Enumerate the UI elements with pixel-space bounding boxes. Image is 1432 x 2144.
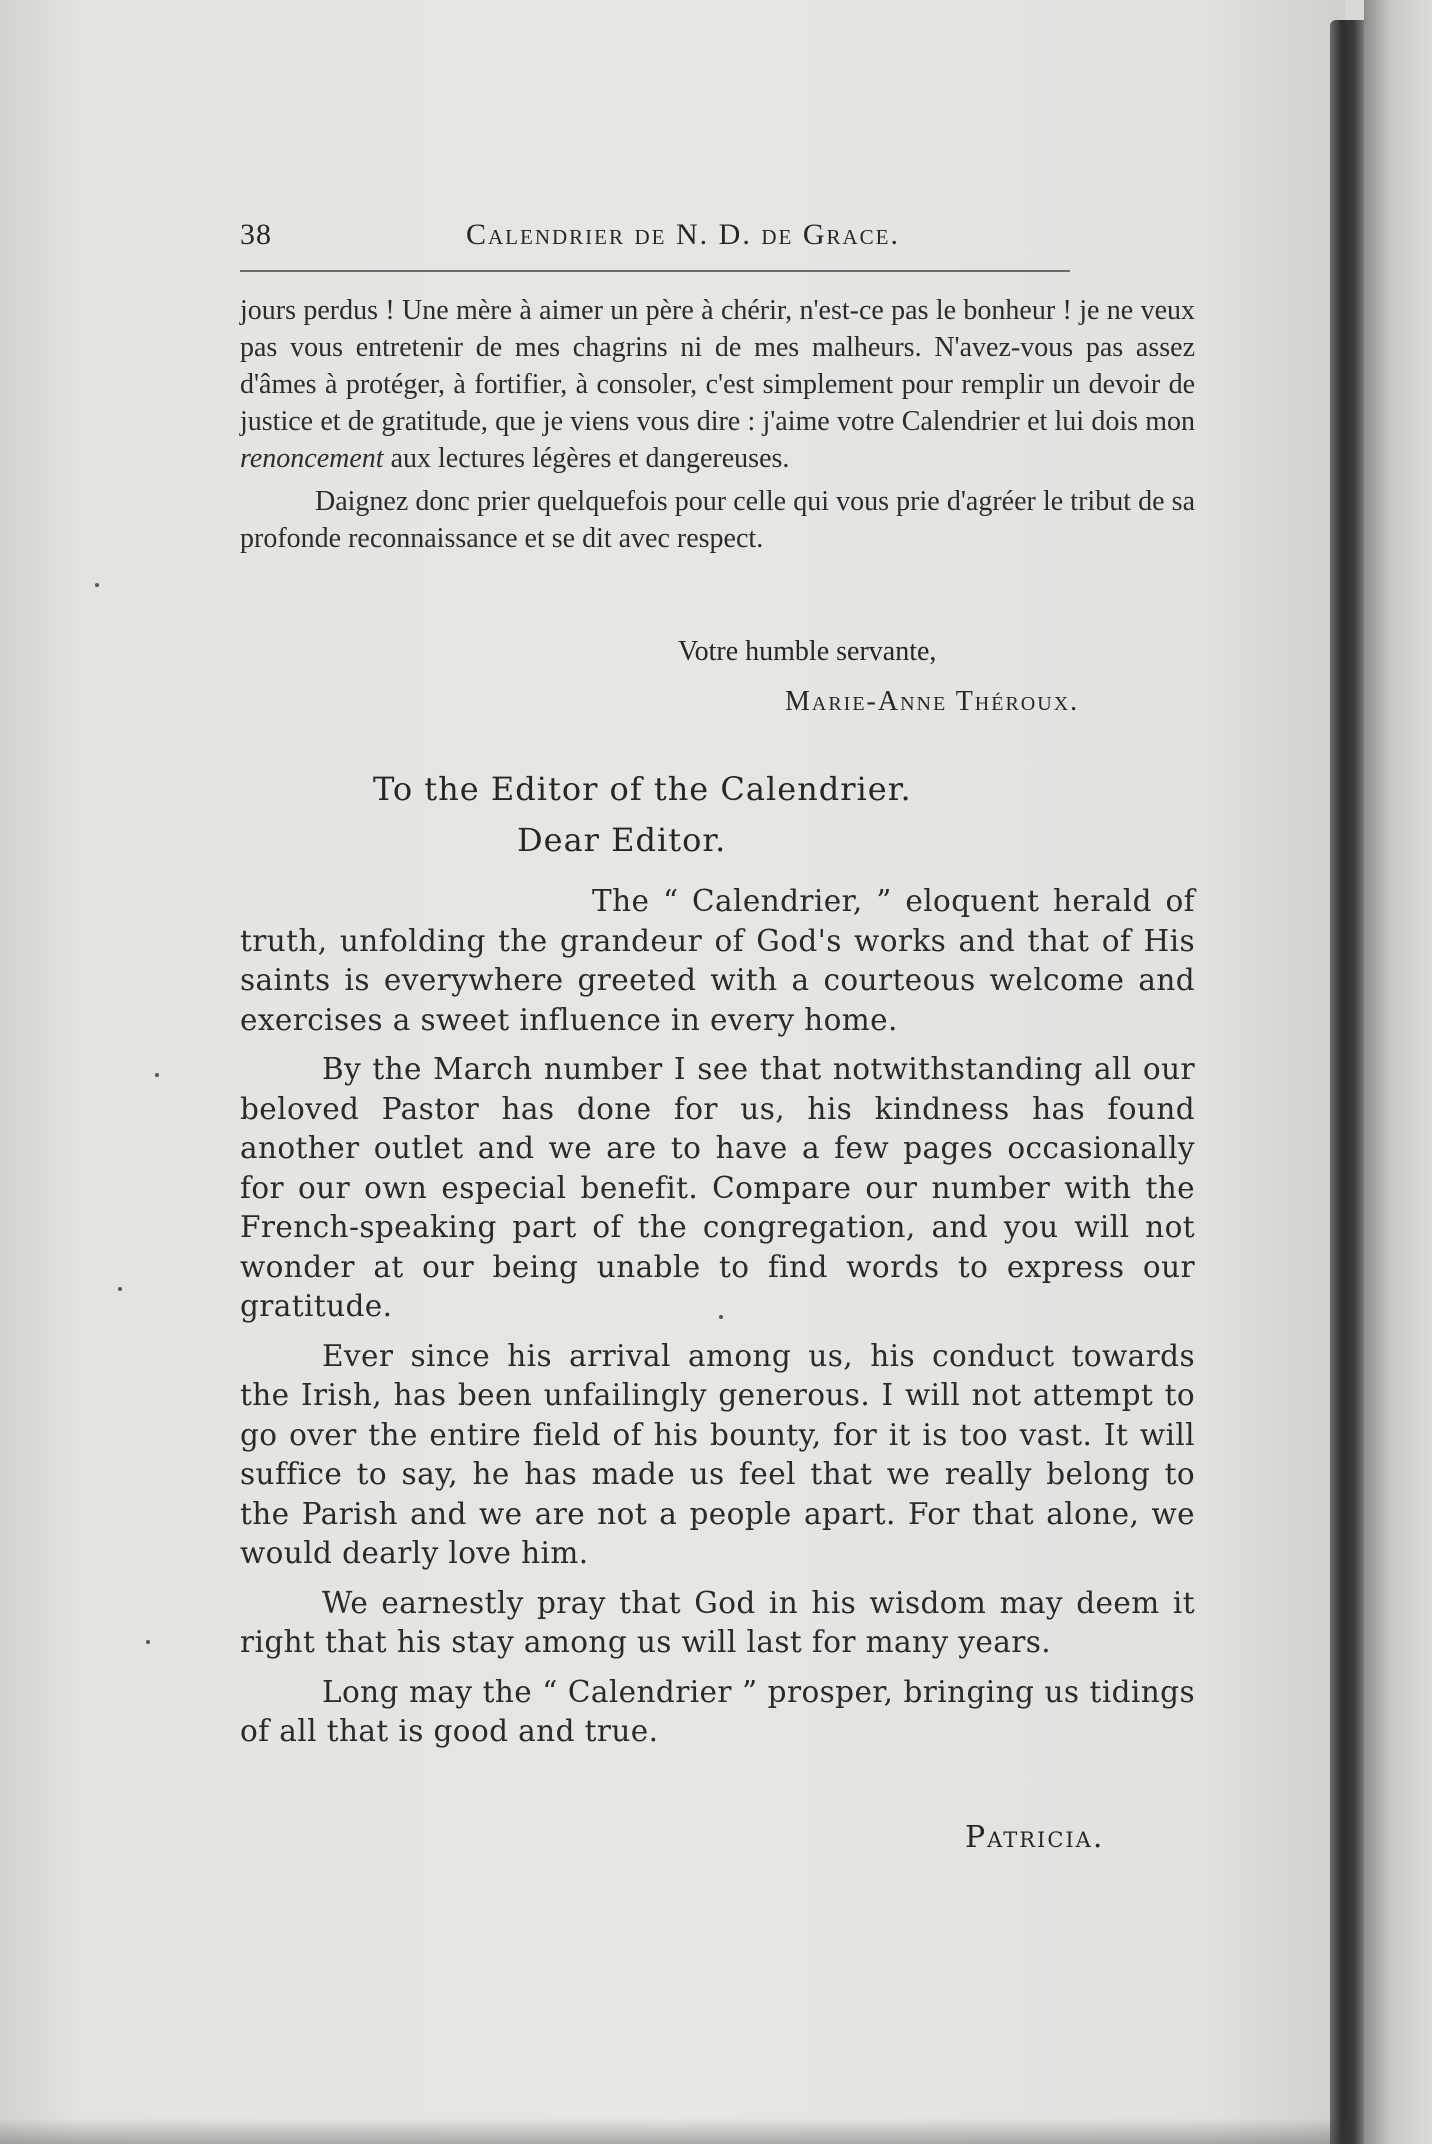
english-paragraph-4: We earnestly pray that God in his wisdom may deem it right that his stay among us will last for many years. <box>240 1585 1195 1659</box>
english-salutation-editor: To the Editor of the Calendrier. <box>373 770 912 808</box>
english-paragraph-2: By the March number I see that notwithstanding all our beloved Pastor has done for us, his kindness has found another outlet and we are to have a few pages occasionally for our own especial benefit. Compare our number with the French-speaking part of the congregation, and you will not wonder at our being unable to find words to express our gratitude. <box>240 1052 1195 1323</box>
header-rule <box>240 270 1070 272</box>
page-header <box>240 218 1070 262</box>
paper-speck <box>719 1315 723 1319</box>
book-spine <box>1330 20 1364 2144</box>
bottom-shadow <box>0 2118 1345 2144</box>
french-paragraph-1-end: aux lectures légères et dangereuses. <box>390 443 790 474</box>
running-title: Calendrier de N. D. de Grace. <box>466 218 900 251</box>
book-edge <box>1364 0 1432 2144</box>
french-letter-body <box>240 292 1195 557</box>
french-emphasis: renoncement <box>240 443 384 474</box>
english-letter-body <box>240 882 1195 1752</box>
french-signature: Marie-Anne Théroux. <box>785 686 1080 717</box>
english-paragraph-1: The “ Calendrier, ” eloquent herald of truth, unfolding the grandeur of God's works and that of His saints is everywhere greeted with a courteous welcome and exercises a sweet influence in every home. <box>240 884 1195 1037</box>
french-paragraph-1 <box>240 292 1195 477</box>
page-number: 38 <box>240 218 272 251</box>
french-paragraph-1-start: jours perdus ! Une mère à aimer un père à chérir, n'est-ce pas le bonheur ! je ne veux pas vous entretenir de mes chagrins ni de mes malheurs. N'avez-vous pas assez d'âmes à protéger, à fortifier, à consoler, c'est simplement pour remplir un devoir de justice et de gratitude, que je viens vous dire : j'aime votre Calendrier et lui dois mon <box>240 295 1195 437</box>
paper-speck <box>95 583 99 587</box>
french-paragraph-2: Daignez donc prier quelquefois pour celle qui vous prie d'agréer le tribut de sa profonde reconnaissance et se dit avec respect. <box>240 486 1195 554</box>
english-paragraph-5: Long may the “ Calendrier ” prosper, bringing us tidings of all that is good and true. <box>240 1674 1195 1748</box>
paper-speck <box>118 1287 122 1291</box>
french-closing: Votre humble servante, <box>678 636 937 667</box>
english-paragraph-3: Ever since his arrival among us, his conduct towards the Irish, has been unfailingly generous. I will not attempt to go over the entire field of his bounty, for it is too vast. It will suffice to say, he has made us feel that we really belong to the Parish and we are not a people apart. For that alone, we would dearly love him. <box>240 1338 1195 1570</box>
paper-speck <box>155 1073 159 1077</box>
english-salutation-dear: Dear Editor. <box>517 821 727 859</box>
paper-speck <box>146 1640 150 1644</box>
english-signature: Patricia. <box>965 1820 1105 1855</box>
